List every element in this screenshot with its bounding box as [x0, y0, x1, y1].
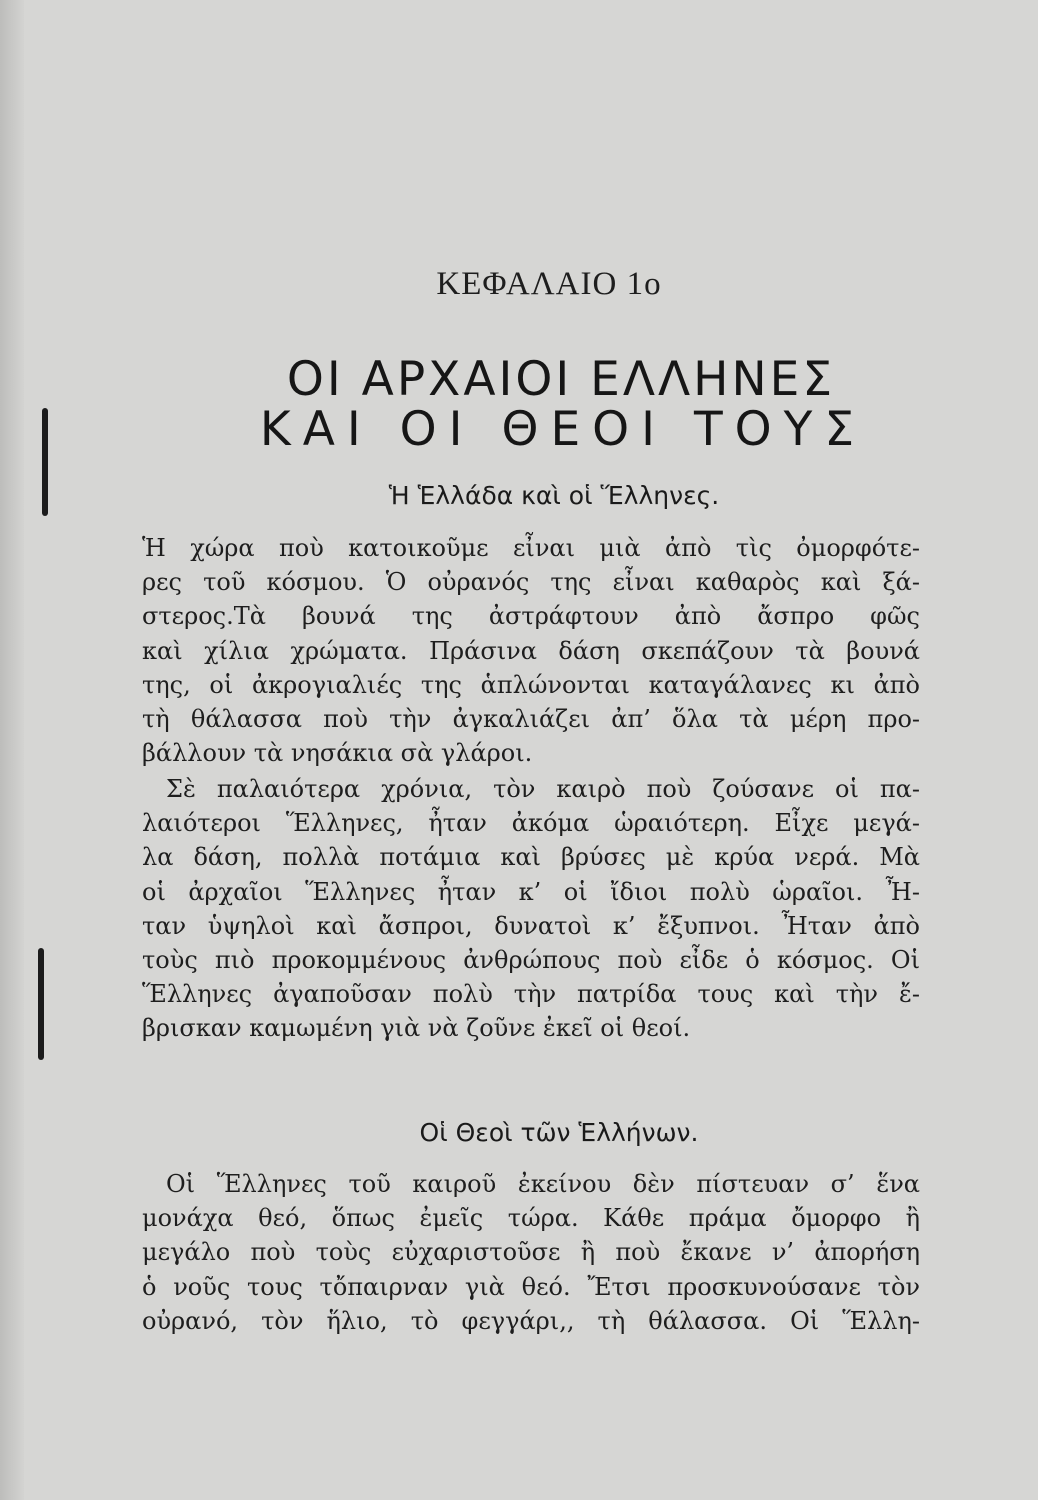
text-line: λαιότεροι Ἕλληνες, ἦταν ἀκόμα ὡραιότερη. Εἶχε μεγά- — [142, 809, 920, 838]
text-line: μεγάλο ποὺ τοὺς εὐχαριστοῦσε ἢ ποὺ ἔκανε ν’ ἀπορήση — [142, 1238, 920, 1267]
text-line: βρισκαν καμωμένη γιὰ νὰ ζοῦνε ἐκεῖ οἱ θεοί. — [142, 1014, 691, 1043]
binding-edge — [0, 0, 24, 1500]
text-line: λα δάση, πολλὰ ποτάμια καὶ βρύσες μὲ κρύα νερά. Μὰ — [142, 843, 920, 872]
staple-bottom — [38, 948, 44, 1060]
paragraph-greece-land — [142, 531, 920, 770]
paragraph-ancient-greeks — [142, 772, 920, 1046]
text-line: τὴ θάλασσα ποὺ τὴν ἀγκαλιάζει ἀπ’ ὅλα τὰ μέρη προ- — [142, 705, 920, 734]
text-line: ταν ὑψηλοὶ καὶ ἄσπροι, δυνατοὶ κ’ ἔξυπνοι. Ἦταν ἀπὸ — [142, 911, 920, 940]
text-line: Σὲ παλαιότερα χρόνια, τὸν καιρὸ ποὺ ζούσανε οἱ πα- — [166, 775, 920, 803]
text-line: ρες τοῦ κόσμου. Ὁ οὐρανός της εἶναι καθαρὸς καὶ ξά- — [142, 568, 920, 597]
text-line: καὶ χίλια χρώματα. Πράσινα δάση σκεπάζουν τὰ βουνά — [142, 636, 920, 665]
chapter-label: ΚΕΦΑΛΑΙΟ 1ο — [436, 266, 662, 302]
text-line: ὁ νοῦς τους τὄπαιρναν γιὰ θεό. Ἔτσι προσκυνούσανε τὸν — [142, 1272, 920, 1301]
section-heading-gods: Οἱ Θεοὶ τῶν Ἑλλήνων. — [419, 1118, 699, 1147]
section-heading-greece: Ἡ Ἑλλάδα καὶ οἱ Ἕλληνες. — [388, 481, 720, 510]
text-line: στερος.Τὰ βουνά της ἀστράφτουν ἀπὸ ἄσπρο φῶς — [142, 602, 920, 631]
text-line: Ἕλληνες ἀγαποῦσαν πολὺ τὴν πατρίδα τους καὶ τὴν ἔ- — [142, 980, 920, 1009]
chapter-title-line-1: ΟΙ ΑΡΧΑΙΟΙ ΕΛΛΗΝΕΣ — [286, 352, 836, 407]
text-line: οἱ ἀρχαῖοι Ἕλληνες ἦταν κ’ οἱ ἴδιοι πολὺ ὡραῖοι. Ἦ- — [142, 877, 920, 906]
text-line: της, οἱ ἀκρογιαλιές της ἁπλώνονται καταγάλανες κι ἀπὸ — [142, 670, 920, 699]
text-line: οὐρανό, τὸν ἥλιο, τὸ φεγγάρι,, τὴ θάλασσα. Οἱ Ἕλλη- — [142, 1306, 920, 1335]
text-line: Ἡ χώρα ποὺ κατοικοῦμε εἶναι μιὰ ἀπὸ τὶς ὀμορφότε- — [142, 534, 920, 562]
paragraph-gods — [142, 1167, 920, 1338]
chapter-title-line-2: ΚΑΙ ΟΙ ΘΕΟΙ ΤΟΥΣ — [259, 402, 867, 457]
text-line: μονάχα θεό, ὅπως ἐμεῖς τώρα. Κάθε πράμα ὄμορφο ἢ — [142, 1204, 920, 1233]
text-line: τοὺς πιὸ προκομμένους ἀνθρώπους ποὺ εἶδε ὁ κόσμος. Οἱ — [142, 946, 920, 975]
text-line: Οἱ Ἕλληνες τοῦ καιροῦ ἐκείνου δὲν πίστευαν σ’ ἕνα — [166, 1170, 920, 1198]
text-line: βάλλουν τὰ νησάκια σὰ γλάροι. — [142, 739, 533, 768]
